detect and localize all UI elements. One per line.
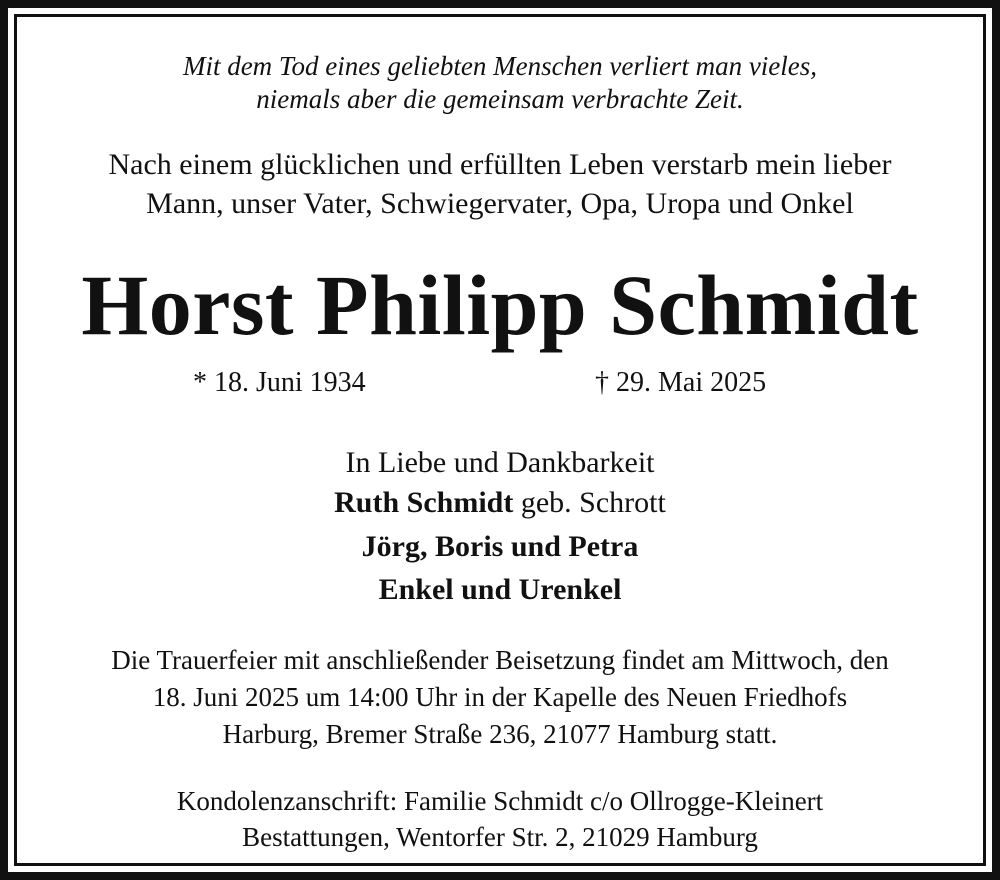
intro-line-1: Nach einem glücklichen und erfüllten Leben verstarb mein lieber [108,148,892,181]
quote-line-1: Mit dem Tod eines geliebten Menschen verliert man vieles, [182,51,818,81]
service-line-1: Die Trauerfeier mit anschließender Beisetzung findet am Mittwoch, den [111,645,889,675]
spouse-maiden-name: geb. Schrott [513,486,666,519]
intro-line-2: Mann, unser Vater, Schwiegervater, Opa, Uropa und Onkel [146,187,854,220]
mourner-children: Jörg, Boris und Petra [361,530,639,563]
mourner-spouse [0,486,1000,520]
birth-date: * 18. Juni 1934 [193,367,366,398]
service-line-3: Harburg, Bremer Straße 236, 21077 Hamburg statt. [222,719,778,749]
condolence-line-1: Kondolenzanschrift: Familie Schmidt c/o Ollrogge-Kleinert [176,786,824,816]
death-date: † 29. Mai 2025 [595,367,767,398]
mourner-grandchildren: Enkel und Urenkel [378,573,622,606]
mourners-intro: In Liebe und Dankbarkeit [345,446,655,479]
deceased-name: Horst Philipp Schmidt [81,257,919,353]
condolence-line-2: Bestattungen, Wentorfer Str. 2, 21029 Hamburg [242,822,758,852]
service-line-2: 18. Juni 2025 um 14:00 Uhr in der Kapelle des Neuen Friedhofs [152,682,848,712]
quote-line-2: niemals aber die gemeinsam verbrachte Zeit. [256,84,744,114]
spouse-name: Ruth Schmidt [334,486,514,519]
